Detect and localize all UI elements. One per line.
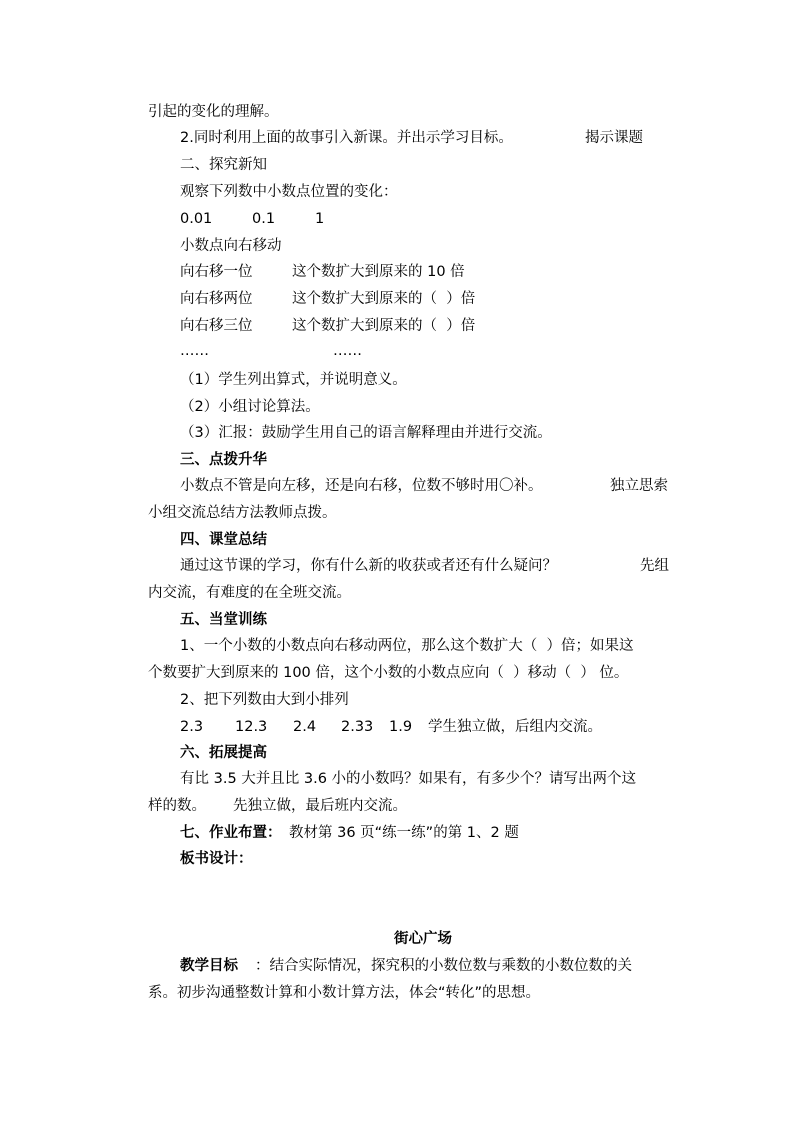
number-item: 2.33 xyxy=(341,719,374,735)
number-item: 1 xyxy=(315,211,325,227)
text-line: 学生独立做，后组内交流。 xyxy=(428,719,602,735)
section-heading: 三、点拨升华 xyxy=(180,452,267,468)
text-line: 内交流，有难度的在全班交流。 xyxy=(148,585,351,601)
list-item: （1）学生列出算式，并说明意义。 xyxy=(180,372,407,388)
text-line: 通过这节课的学习，你有什么新的收获或者还有什么疑问？ xyxy=(180,558,557,574)
section-heading: 七、作业布置： xyxy=(180,825,282,841)
section-heading: 五、当堂训练 xyxy=(180,612,267,628)
text-line: 系。初步沟通整数计算和小数计算方法，体会“转化”的思想。 xyxy=(148,985,541,1001)
text-line: 小组交流总结方法教师点拨。 xyxy=(148,505,337,521)
number-item: 2.4 xyxy=(293,719,317,735)
number-item: 12.3 xyxy=(235,719,268,735)
number-item: 1.9 xyxy=(389,719,413,735)
text-line: 这个数扩大到原来的（ ）倍 xyxy=(292,291,476,307)
text-line: 这个数扩大到原来的（ ）倍 xyxy=(292,318,476,334)
text-line: 样的数。 xyxy=(148,798,206,814)
text-line: ：结合实际情况，探究积的小数位数与乘数的小数位数的关 xyxy=(255,958,632,974)
section-heading: 六、拓展提高 xyxy=(180,745,267,761)
text-line: 这个数扩大到原来的 10 倍 xyxy=(292,264,465,280)
text-line: 2.同时利用上面的故事引入新课。并出示学习目标。 xyxy=(180,130,513,146)
section-heading: 四、课堂总结 xyxy=(180,532,267,548)
text-line: 小数点向右移动 xyxy=(180,238,282,254)
text-line: 向右移三位 xyxy=(180,318,253,334)
ellipsis: …… xyxy=(333,343,362,359)
section-heading: 板书设计： xyxy=(180,851,253,867)
text-line: 先组 xyxy=(640,558,669,574)
number-item: 2.3 xyxy=(180,719,204,735)
list-item: （2）小组讨论算法。 xyxy=(180,399,320,415)
ellipsis: …… xyxy=(180,343,209,359)
number-item: 0.01 xyxy=(180,211,213,227)
text-line: 向右移两位 xyxy=(180,291,253,307)
text-line: 1、一个小数的小数点向右移动两位，那么这个数扩大（ ）倍；如果这 xyxy=(180,638,634,654)
text-line: 个数要扩大到原来的 100 倍，这个小数的小数点应向（ ）移动（ ） 位。 xyxy=(148,665,629,681)
text-line: 先独立做，最后班内交流。 xyxy=(233,798,407,814)
text-line: 有比 3.5 大并且比 3.6 小的小数吗？如果有，有多少个？请写出两个这 xyxy=(180,771,637,787)
lesson-title: 街心广场 xyxy=(394,931,452,947)
text-line: 独立思索 xyxy=(610,478,668,494)
text-line: 小数点不管是向左移，还是向右移，位数不够时用〇补。 xyxy=(180,478,543,494)
text-line: 向右移一位 xyxy=(180,264,253,280)
text-line: 观察下列数中小数点位置的变化： xyxy=(180,184,398,200)
text-line: 引起的变化的理解。 xyxy=(148,104,279,120)
text-line: 2、把下列数由大到小排列 xyxy=(180,692,349,708)
text-line: 揭示课题 xyxy=(585,130,643,146)
section-heading: 二、探究新知 xyxy=(180,157,267,173)
label: 教学目标 xyxy=(180,958,238,974)
list-item: （3）汇报：鼓励学生用自己的语言解释理由并进行交流。 xyxy=(180,425,552,441)
text-line: 教材第 36 页“练一练”的第 1、2 题 xyxy=(289,825,519,841)
number-item: 0.1 xyxy=(252,211,276,227)
